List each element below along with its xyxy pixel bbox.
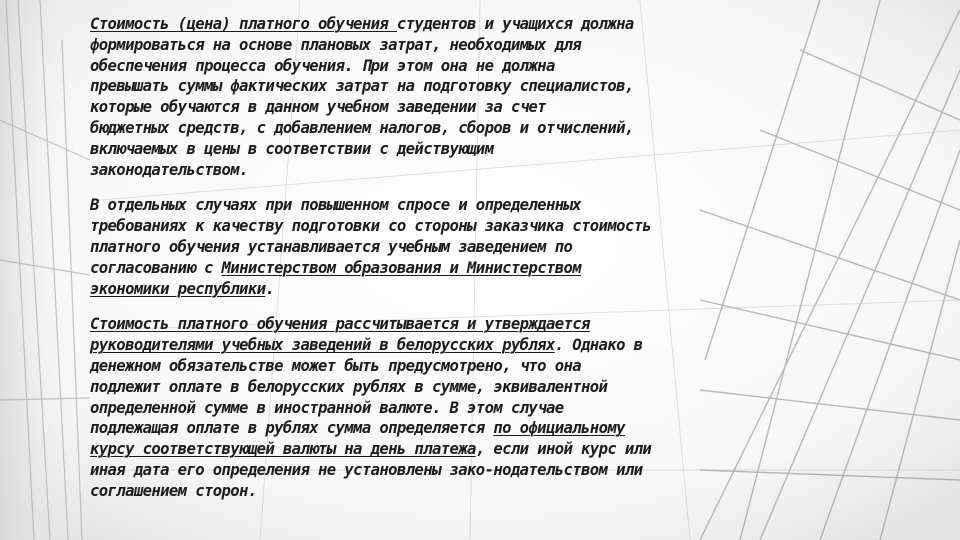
text-segment: соглашением сторон.	[90, 481, 257, 500]
underlined-text: экономики республики	[90, 279, 266, 298]
text-line	[90, 481, 780, 502]
paragraph-1	[90, 14, 780, 180]
text-line	[90, 237, 780, 258]
text-line	[90, 56, 780, 77]
text-line	[90, 35, 780, 56]
text-segment: студентов и учащихся должна	[396, 15, 634, 33]
text-line	[90, 356, 780, 377]
text-line	[90, 76, 780, 97]
text-line	[90, 335, 780, 356]
text-line	[90, 160, 780, 181]
text-segment: подлежит оплате в белорусских рублях в сумме, эквивалентной	[90, 377, 608, 396]
text-segment: денежном обязательстве может быть предусмотрено, что она	[90, 356, 582, 375]
underlined-text: руководителями учебных заведений в белорусских рублях	[90, 336, 555, 355]
underlined-text: по официальному	[493, 419, 625, 438]
text-segment: требованиях к качеству подготовки со стороны заказчика стоимость	[90, 217, 652, 236]
text-line	[90, 195, 780, 216]
text-line	[90, 314, 780, 335]
text-line	[90, 439, 780, 460]
text-segment: определенной сумме в иностранной валюте. В этом случае	[90, 398, 564, 417]
paragraph-2	[90, 195, 780, 299]
paragraph-3	[90, 314, 780, 501]
text-segment: включаемых в цены в соответствии с действующим	[90, 139, 494, 158]
text-segment: согласованию с	[90, 258, 222, 277]
text-line	[90, 216, 780, 237]
text-segment: платного обучения устанавливается учебным заведением по	[90, 237, 573, 256]
text-segment: подлежащая оплате в рублях сумма определяется	[90, 419, 494, 438]
text-segment: , если иной курс или	[475, 440, 652, 459]
text-line	[90, 460, 780, 481]
underlined-text: курсу соответствующей валюты на день платежа	[90, 440, 476, 459]
text-segment: законодательством.	[90, 160, 248, 179]
underlined-text: Стоимость платного обучения рассчитывается и утверждается	[90, 315, 590, 334]
document-body	[90, 14, 780, 502]
underlined-text: Министерством образования и Министерством	[221, 258, 582, 277]
underlined-text: Стоимость (цена) платного обучения	[90, 15, 397, 33]
text-segment: которые обучаются в данном учебном заведении за счет	[90, 98, 546, 117]
text-line	[90, 398, 780, 419]
text-segment: . Однако в	[554, 336, 643, 355]
text-line	[90, 139, 780, 160]
text-segment: .	[265, 279, 275, 298]
text-line	[90, 377, 780, 398]
text-line	[90, 418, 780, 439]
text-segment: обеспечения процесса обучения. При этом она не должна	[90, 56, 555, 75]
text-segment: иная дата его определения не установлены зако-нодательством или	[90, 460, 643, 479]
text-line	[90, 279, 780, 300]
text-segment: формироваться на основе плановых затрат, необходимых для	[90, 35, 582, 54]
text-line	[90, 118, 780, 139]
text-segment: В отдельных случаях при повышенном спросе и определенных	[90, 196, 582, 215]
text-line	[90, 14, 780, 35]
text-segment: бюджетных средств, с добавлением налогов, сборов и отчислений,	[90, 118, 634, 137]
text-segment: превышать суммы фактических затрат на подготовку специалистов,	[90, 77, 634, 96]
text-line	[90, 258, 780, 279]
text-line	[90, 97, 780, 118]
